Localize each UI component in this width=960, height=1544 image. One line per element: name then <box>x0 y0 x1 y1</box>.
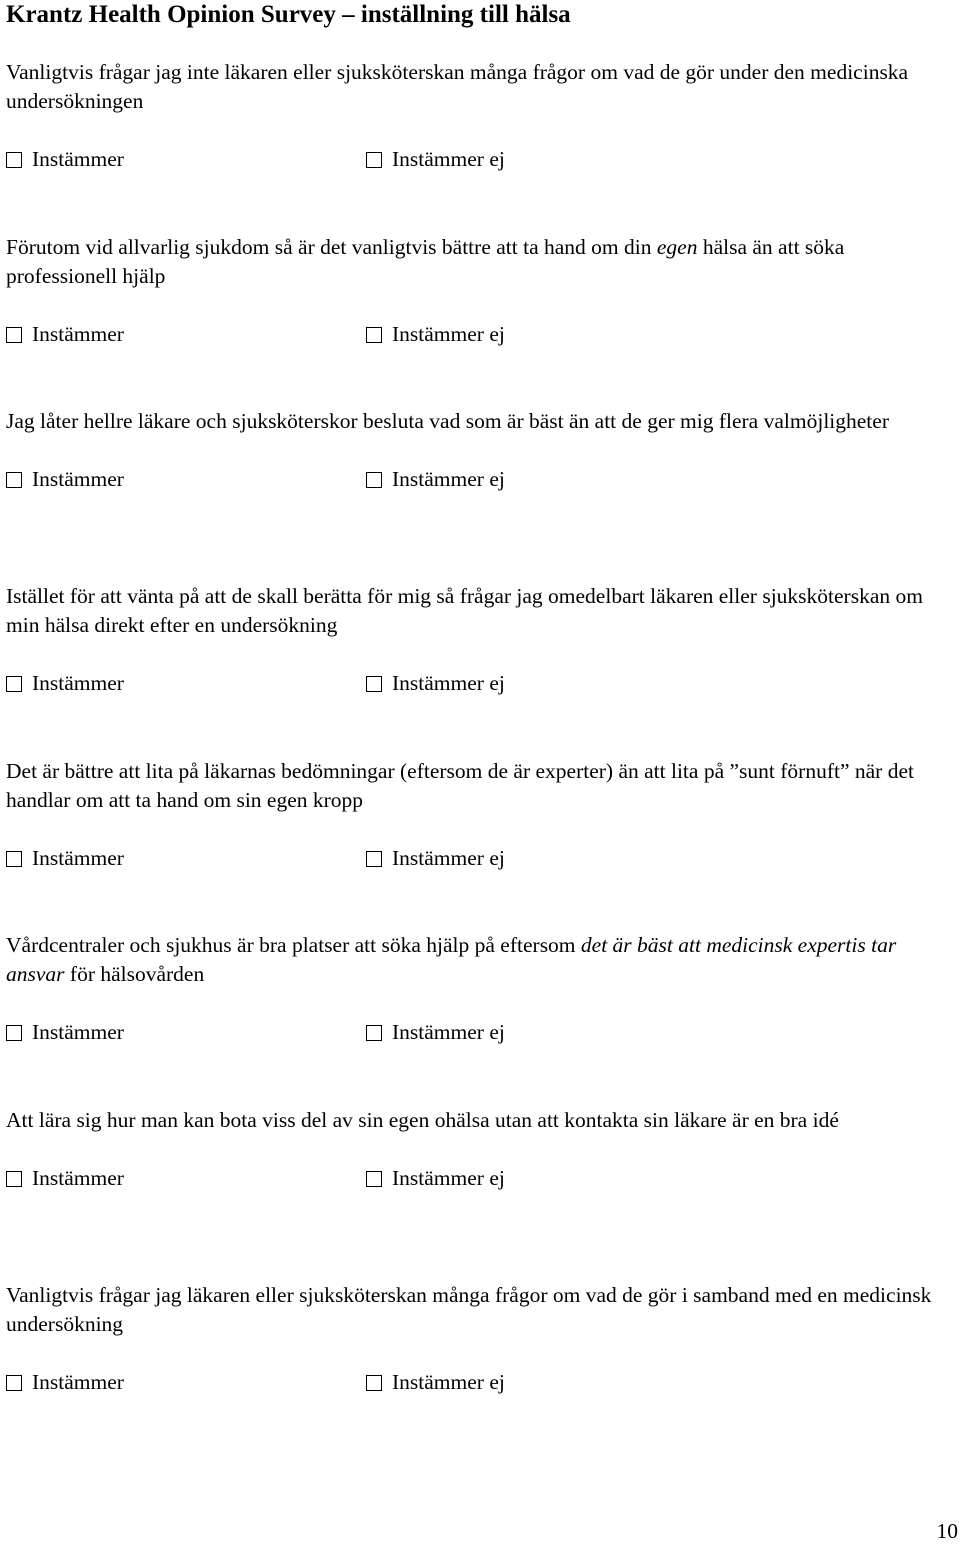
question-block <box>6 58 958 174</box>
agree-option[interactable] <box>6 668 124 698</box>
question-text-part: Att lära sig hur man kan bota viss del av sin egen ohälsa utan att kontakta sin läkare är en bra idé <box>6 1108 839 1132</box>
answer-row <box>6 1367 958 1397</box>
disagree-option[interactable] <box>366 1367 505 1397</box>
disagree-option[interactable] <box>366 668 505 698</box>
question-text-part: Vanligtvis frågar jag läkaren eller sjuksköterskan många frågor om vad de gör i samband med en medicinsk undersökning <box>6 1283 932 1336</box>
disagree-label: Instämmer ej <box>392 671 505 695</box>
checkbox-icon[interactable] <box>366 1025 382 1041</box>
disagree-label: Instämmer ej <box>392 467 505 491</box>
question-text <box>6 407 958 436</box>
answer-row <box>6 464 958 494</box>
checkbox-icon[interactable] <box>6 1171 22 1187</box>
question-text <box>6 931 958 989</box>
question-text-part: Vanligtvis frågar jag inte läkaren eller sjuksköterskan många frågor om vad de gör under den medicinska undersökningen <box>6 60 909 113</box>
checkbox-icon[interactable] <box>6 327 22 343</box>
checkbox-icon[interactable] <box>6 472 22 488</box>
question-text-part: Vårdcentraler och sjukhus är bra platser att söka hjälp på eftersom <box>6 933 581 957</box>
question-text <box>6 1106 958 1135</box>
agree-label: Instämmer <box>32 1370 124 1394</box>
question-text <box>6 58 958 116</box>
answer-row <box>6 144 958 174</box>
answer-row <box>6 843 958 873</box>
checkbox-icon[interactable] <box>366 472 382 488</box>
checkbox-icon[interactable] <box>6 1025 22 1041</box>
checkbox-icon[interactable] <box>6 152 22 168</box>
agree-label: Instämmer <box>32 846 124 870</box>
agree-option[interactable] <box>6 144 124 174</box>
disagree-label: Instämmer ej <box>392 1166 505 1190</box>
question-text <box>6 1281 958 1339</box>
checkbox-icon[interactable] <box>6 1375 22 1391</box>
disagree-option[interactable] <box>366 843 505 873</box>
disagree-option[interactable] <box>366 1163 505 1193</box>
checkbox-icon[interactable] <box>366 851 382 867</box>
disagree-option[interactable] <box>366 144 505 174</box>
question-text <box>6 233 958 291</box>
question-block <box>6 582 958 698</box>
question-text-part: hälsa än att söka professionell hjälp <box>6 235 845 288</box>
question-block <box>6 931 958 1047</box>
question-block <box>6 757 958 873</box>
question-text <box>6 757 958 815</box>
agree-label: Instämmer <box>32 322 124 346</box>
agree-label: Instämmer <box>32 147 124 171</box>
answer-row <box>6 668 958 698</box>
question-text-part: Istället för att vänta på att de skall berätta för mig så frågar jag omedelbart läkaren eller sjuksköterskan om min hälsa direkt efter en undersökning <box>6 584 923 637</box>
answer-row <box>6 1163 958 1193</box>
question-emphasis: egen <box>656 235 698 259</box>
agree-option[interactable] <box>6 843 124 873</box>
question-text-part: Förutom vid allvarlig sjukdom så är det vanligtvis bättre att ta hand om din <box>6 235 657 259</box>
disagree-label: Instämmer ej <box>392 147 505 171</box>
disagree-label: Instämmer ej <box>392 1020 505 1044</box>
agree-label: Instämmer <box>32 1166 124 1190</box>
survey-title: Krantz Health Opinion Survey – inställning till hälsa <box>6 1 571 28</box>
agree-label: Instämmer <box>32 671 124 695</box>
question-block <box>6 407 958 494</box>
disagree-label: Instämmer ej <box>392 1370 505 1394</box>
checkbox-icon[interactable] <box>366 1171 382 1187</box>
checkbox-icon[interactable] <box>366 327 382 343</box>
agree-option[interactable] <box>6 319 124 349</box>
question-text-part: Det är bättre att lita på läkarnas bedömningar (eftersom de är experter) än att lita på ”sunt förnuft” när det handlar om att ta hand om sin egen kropp <box>6 759 914 812</box>
question-emphasis: det är bäst att medicinsk expertis tar ansvar <box>6 933 897 986</box>
disagree-option[interactable] <box>366 464 505 494</box>
question-text-part: för hälsovården <box>64 962 205 986</box>
agree-option[interactable] <box>6 1367 124 1397</box>
agree-label: Instämmer <box>32 1020 124 1044</box>
disagree-option[interactable] <box>366 319 505 349</box>
checkbox-icon[interactable] <box>366 152 382 168</box>
agree-option[interactable] <box>6 464 124 494</box>
disagree-label: Instämmer ej <box>392 322 505 346</box>
agree-option[interactable] <box>6 1163 124 1193</box>
checkbox-icon[interactable] <box>366 1375 382 1391</box>
agree-option[interactable] <box>6 1017 124 1047</box>
checkbox-icon[interactable] <box>6 676 22 692</box>
question-text-part: Jag låter hellre läkare och sjuksköterskor besluta vad som är bäst än att de ger mig flera valmöjligheter <box>6 409 889 433</box>
question-block <box>6 233 958 349</box>
question-text <box>6 582 958 640</box>
checkbox-icon[interactable] <box>366 676 382 692</box>
page-number: 10 <box>936 1519 958 1543</box>
answer-row <box>6 319 958 349</box>
answer-row <box>6 1017 958 1047</box>
disagree-label: Instämmer ej <box>392 846 505 870</box>
question-block <box>6 1106 958 1193</box>
disagree-option[interactable] <box>366 1017 505 1047</box>
checkbox-icon[interactable] <box>6 851 22 867</box>
agree-label: Instämmer <box>32 467 124 491</box>
question-block <box>6 1281 958 1397</box>
